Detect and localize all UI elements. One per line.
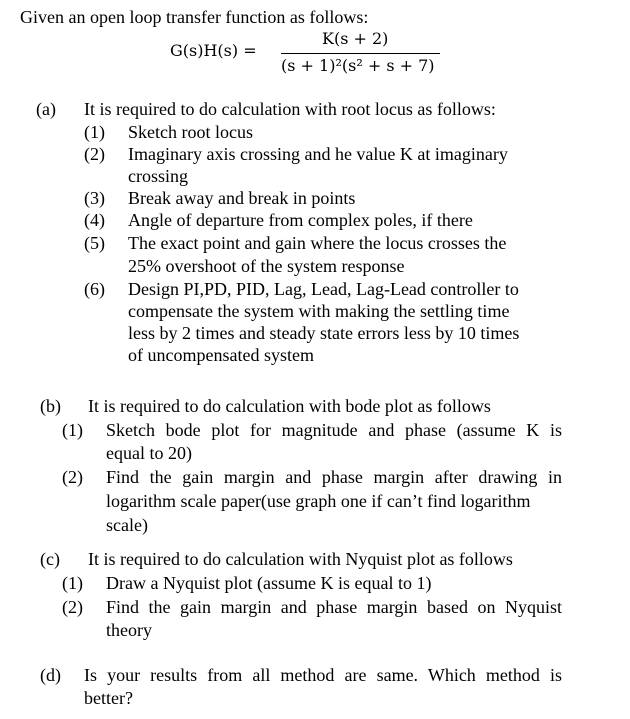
part-d-text-cont: better? <box>84 688 133 708</box>
part-c-item-2-text-cont: theory <box>106 620 152 640</box>
part-c-item-1-number: (1) <box>62 573 83 593</box>
part-a-item-5-text: The exact point and gain where the locus crosses the <box>128 233 507 253</box>
fraction-bar <box>281 53 440 54</box>
part-a-item-5-number: (5) <box>84 233 105 253</box>
part-a-item-6-text-cont-1: compensate the system with making the settling time <box>128 301 510 321</box>
part-a-item-6-text-cont-2: less by 2 times and steady state errors less by 10 times <box>128 323 520 343</box>
part-b-item-2-text-cont-2: scale) <box>106 515 148 535</box>
equation-lhs: G(s)H(s) = <box>170 41 257 60</box>
part-b-title: It is required to do calculation with bode plot as follows <box>88 396 491 416</box>
part-d-label: (d) <box>40 665 61 685</box>
part-b-item-2-number: (2) <box>62 467 83 487</box>
part-a-item-1-number: (1) <box>84 122 105 142</box>
part-a-item-6-number: (6) <box>84 279 105 299</box>
part-a-item-2-number: (2) <box>84 144 105 164</box>
equation-denominator: (s + 1)²(s² + s + 7) <box>281 56 435 75</box>
part-b-label: (b) <box>40 396 61 416</box>
part-a-title: It is required to do calculation with root locus as follows: <box>84 99 496 119</box>
part-a-item-2-text: Imaginary axis crossing and he value K at imaginary <box>128 144 508 164</box>
part-c-item-2-number: (2) <box>62 597 83 617</box>
part-a-item-3-number: (3) <box>84 188 105 208</box>
part-a-item-6-text-cont-3: of uncompensated system <box>128 345 314 365</box>
part-c-title: It is required to do calculation with Nyquist plot as follows <box>88 549 513 569</box>
part-b-item-2-text: Find the gain margin and phase margin after drawing in <box>106 467 562 487</box>
part-b-item-1-text-cont: equal to 20) <box>106 443 192 463</box>
part-d-text: Is your results from all method are same. Which method is <box>84 665 562 685</box>
part-b-item-2-text-cont-1: logarithm scale paper(use graph one if can’t find logarithm <box>106 491 531 511</box>
part-a-item-6-text: Design PI,PD, PID, Lag, Lead, Lag-Lead controller to <box>128 279 519 299</box>
part-a-item-4-number: (4) <box>84 210 105 230</box>
part-b-item-1-text: Sketch bode plot for magnitude and phase (assume K is <box>106 420 562 440</box>
part-c-item-2-text: Find the gain margin and phase margin based on Nyquist <box>106 597 562 617</box>
part-b-item-1-number: (1) <box>62 420 83 440</box>
part-c-label: (c) <box>40 549 60 569</box>
part-a-label: (a) <box>36 99 56 119</box>
intro-text: Given an open loop transfer function as follows: <box>20 7 369 27</box>
part-a-item-1-text: Sketch root locus <box>128 122 253 142</box>
part-c-item-1-text: Draw a Nyquist plot (assume K is equal to 1) <box>106 573 432 593</box>
part-a-item-4-text: Angle of departure from complex poles, if there <box>128 210 473 230</box>
part-a-item-5-text-cont: 25% overshoot of the system response <box>128 256 405 276</box>
part-a-item-3-text: Break away and break in points <box>128 188 356 208</box>
part-a-item-2-text-cont: crossing <box>128 166 188 186</box>
equation-numerator: K(s + 2) <box>322 29 389 48</box>
